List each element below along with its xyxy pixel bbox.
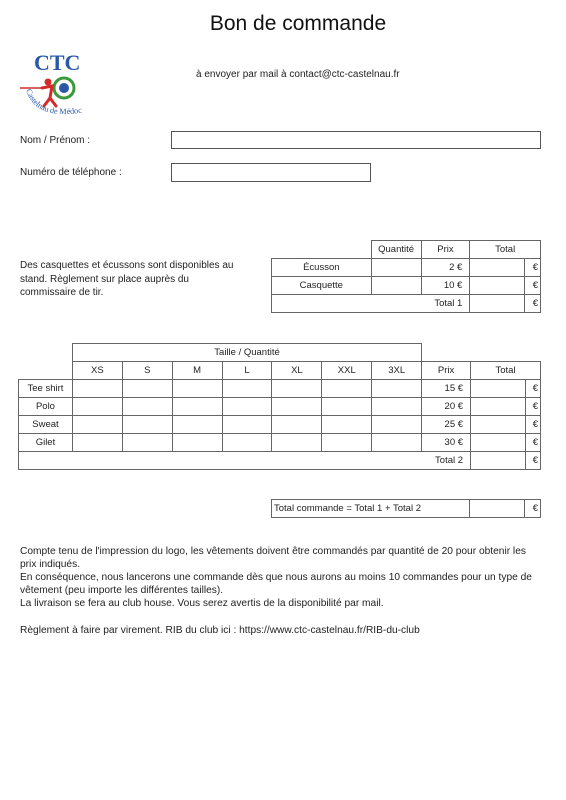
size-header: XXL (322, 362, 372, 380)
total-cell[interactable] (470, 277, 525, 295)
price-header: Prix (421, 241, 470, 259)
item-label: Casquette (272, 277, 372, 295)
quantity-cell[interactable] (222, 398, 272, 416)
total-header: Total (470, 241, 541, 259)
price-header: Prix (422, 362, 471, 380)
item-label: Sweat (19, 416, 73, 434)
note-delivery: La livraison se fera au club house. Vous serez avertis de la disponibilité par mail. (20, 598, 384, 609)
total2-cell[interactable] (471, 452, 526, 470)
quantity-cell[interactable] (72, 434, 122, 452)
size-header: L (222, 362, 272, 380)
euro-cell: € (525, 434, 540, 452)
name-field[interactable] (171, 131, 541, 149)
quantity-cell[interactable] (222, 380, 272, 398)
euro-cell: € (525, 500, 541, 518)
quantity-cell[interactable] (272, 398, 322, 416)
total-cell[interactable] (470, 259, 525, 277)
quantity-cell[interactable] (372, 380, 422, 398)
clothes-header-row (19, 362, 541, 380)
item-label: Tee shirt (19, 380, 73, 398)
quantity-cell[interactable] (172, 416, 222, 434)
total2-row (19, 452, 541, 470)
club-logo-graphic (14, 48, 106, 126)
size-header: S (122, 362, 172, 380)
quantity-cell[interactable] (322, 416, 372, 434)
euro-cell: € (525, 398, 540, 416)
size-header-row (19, 344, 541, 362)
accessories-table (271, 240, 541, 313)
quantity-cell[interactable] (371, 277, 421, 295)
table-row (19, 434, 541, 452)
quantity-header: Quantité (371, 241, 421, 259)
euro-cell: € (525, 277, 541, 295)
total1-cell[interactable] (470, 295, 525, 313)
quantity-cell[interactable] (172, 398, 222, 416)
price-cell: 15 € (422, 380, 471, 398)
quantity-cell[interactable] (122, 434, 172, 452)
table-row (19, 380, 541, 398)
accessories-header-row (272, 241, 541, 259)
table-row (272, 259, 541, 277)
grand-total-table (271, 499, 541, 518)
name-label: Nom / Prénom : (20, 135, 91, 146)
euro-cell: € (525, 416, 540, 434)
total-cell[interactable] (471, 398, 526, 416)
euro-cell: € (525, 259, 541, 277)
phone-label: Numéro de téléphone : (20, 167, 122, 178)
quantity-cell[interactable] (222, 434, 272, 452)
quantity-cell[interactable] (272, 434, 322, 452)
quantity-cell[interactable] (272, 380, 322, 398)
note-payment: Règlement à faire par virement. RIB du club ici : https://www.ctc-castelnau.fr/RIB-du-club (20, 625, 420, 636)
note-minimum-quantity: Compte tenu de l'impression du logo, les vêtements doivent être commandés par quantité de 20 pour obtenir les prix indiqués. (20, 546, 526, 570)
item-label: Écusson (272, 259, 372, 277)
price-cell: 2 € (421, 259, 470, 277)
note-order-trigger: En conséquence, nous lancerons une commande dès que nous aurons au moins 10 commandes pour un type de vêtement (peu importe les différentes tailles). (20, 572, 532, 596)
phone-field[interactable] (171, 163, 371, 182)
quantity-cell[interactable] (372, 416, 422, 434)
clothes-table (18, 343, 541, 470)
size-header: XS (72, 362, 122, 380)
total-cell[interactable] (471, 416, 526, 434)
accessories-note: Des casquettes et écussons sont disponibles au stand. Règlement sur place auprès du commissaire de tir. (20, 260, 234, 298)
club-logo (14, 48, 106, 126)
quantity-cell[interactable] (372, 434, 422, 452)
price-cell: 25 € (422, 416, 471, 434)
total-header: Total (471, 362, 541, 380)
table-row (272, 277, 541, 295)
total-cell[interactable] (471, 380, 526, 398)
table-row (19, 398, 541, 416)
quantity-cell[interactable] (371, 259, 421, 277)
quantity-cell[interactable] (122, 398, 172, 416)
size-header: XL (272, 362, 322, 380)
total1-label: Total 1 (272, 295, 470, 313)
total2-label: Total 2 (19, 452, 471, 470)
grand-total-row (272, 500, 541, 518)
logo-subtext: Castelnau de Médoc (24, 87, 83, 117)
price-cell: 10 € (421, 277, 470, 295)
quantity-cell[interactable] (322, 434, 372, 452)
quantity-cell[interactable] (322, 398, 372, 416)
quantity-cell[interactable] (322, 380, 372, 398)
item-label: Gilet (19, 434, 73, 452)
quantity-cell[interactable] (172, 380, 222, 398)
euro-cell: € (525, 452, 540, 470)
table-row (19, 416, 541, 434)
quantity-cell[interactable] (72, 416, 122, 434)
quantity-cell[interactable] (372, 398, 422, 416)
grand-total-label: Total commande = Total 1 + Total 2 (272, 500, 470, 518)
logo-text: CTC (34, 50, 81, 75)
size-quantity-header: Taille / Quantité (72, 344, 421, 362)
euro-cell: € (525, 380, 540, 398)
euro-cell: € (525, 295, 541, 313)
total1-row (272, 295, 541, 313)
quantity-cell[interactable] (122, 380, 172, 398)
quantity-cell[interactable] (72, 380, 122, 398)
item-label: Polo (19, 398, 73, 416)
quantity-cell[interactable] (272, 416, 322, 434)
price-cell: 30 € (422, 434, 471, 452)
price-cell: 20 € (422, 398, 471, 416)
quantity-cell[interactable] (222, 416, 272, 434)
quantity-cell[interactable] (72, 398, 122, 416)
quantity-cell[interactable] (172, 434, 222, 452)
mail-instruction: à envoyer par mail à contact@ctc-castelnau.fr (196, 69, 400, 80)
grand-total-cell[interactable] (470, 500, 525, 518)
notes (20, 545, 544, 637)
total-cell[interactable] (471, 434, 526, 452)
page-title: Bon de commande (209, 12, 387, 35)
size-header: M (172, 362, 222, 380)
size-header: 3XL (372, 362, 422, 380)
quantity-cell[interactable] (122, 416, 172, 434)
